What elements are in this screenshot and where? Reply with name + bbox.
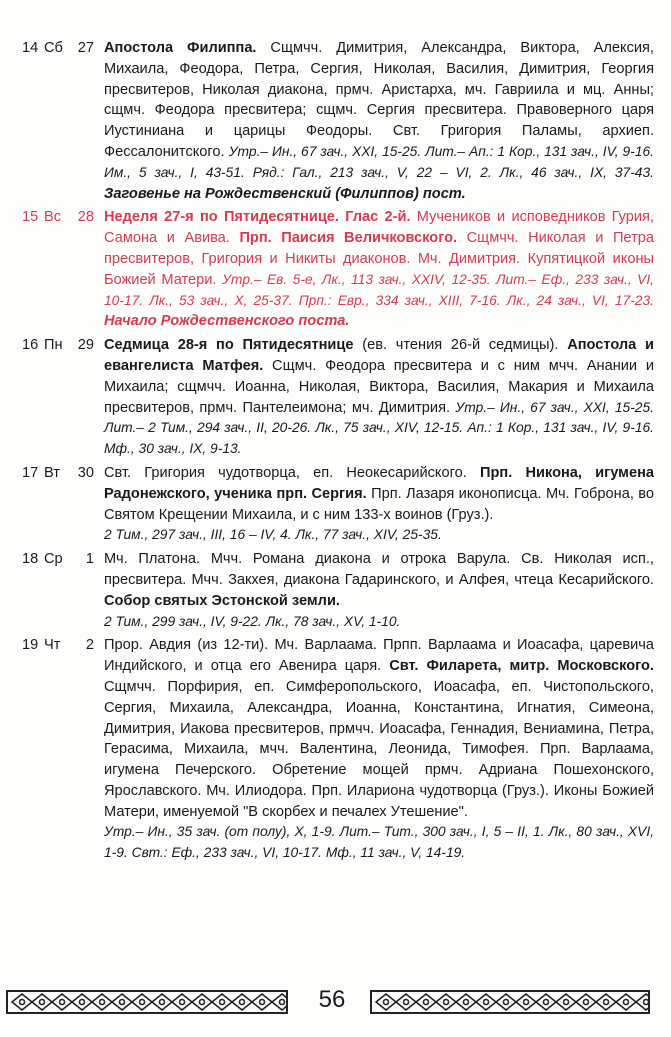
ornament-border-left (6, 990, 288, 1014)
entry-text (104, 335, 654, 460)
commemoration-text: Свт. Григория чудотворца, еп. Неокесарийского. (104, 464, 480, 481)
calendar-entry (22, 207, 654, 332)
weekday: Вс (44, 209, 62, 226)
old-style-day: 27 (77, 40, 94, 56)
feast-highlight: Заговенье на Рождественский (Филиппов) пост. (104, 185, 466, 202)
calendar-entry (22, 335, 654, 460)
day-number: 18 (22, 551, 39, 568)
commemoration-text: Сщмч. Феодора пресвитера и с ним мчч. Анании и Михаила; сщмчч. Иоанна, Николая, Виктора, Василия, Макария и Михаила пресвитеров, прмч. Пантелеимона; мч. Димитрия. (104, 357, 654, 416)
commemoration-text: Прп. Лазаря иконописца. Мч. Гоброна, во Святом Крещении Михаила, и с ним 133-х воинов (Груз.). (104, 485, 654, 523)
entry-text (104, 635, 654, 864)
weekday: Сб (44, 40, 63, 56)
scripture-readings: 2 Тим., 297 зач., III, 16 – IV, 4. Лк., 77 зач., XIV, 25-35. (104, 527, 442, 543)
weekday: Вт (44, 464, 60, 481)
feast-highlight: Свт. Филарета, митр. Московского. (389, 658, 654, 675)
feast-highlight: Прп. Никона, игумена Радонежского, ученика прп. Сергия. (104, 464, 654, 502)
feast-highlight: Собор святых Эстонской земли. (104, 592, 340, 609)
commemoration-text: Сщмчч. Порфирия, еп. Симферопольского, Иоасафа, еп. Чистопольского, Сергия, Михаила, Александра, Иоанна, Константина, Игнатия, Симеона, Димитрия, Иакова пресвитеров, прмчч. Иоасафа, Геннадия, Вениамина, Петра, Герасима, Михаила, мчч. Валентина, Леонида, Тимофея. Прп. Варлаама, игумена Печерского. Обретение мощей прмч. Адриана Пошехонского, Ярославского. Мч. Илиодора. Прп. Илариона чудотворца (Груз.). Иконы Божией Матери, именуемой "В скорбех и печалех Утешение". (104, 678, 654, 820)
weekday: Чт (44, 637, 61, 654)
entry-date (22, 635, 104, 864)
feast-highlight: Прп. Паисия Величковского. (239, 230, 458, 247)
feast-highlight: Седмица 28-я по Пятидесятнице (104, 337, 354, 354)
scripture-readings: 2 Тим., 299 зач., IV, 9-22. Лк., 78 зач., XV, 1-10. (104, 613, 401, 629)
feast-highlight: Апостола Филиппа. (104, 40, 257, 56)
feast-highlight: Апостола и евангелиста Матфея. (104, 337, 654, 374)
entry-date (22, 38, 104, 204)
weekday: Ср (44, 551, 63, 568)
entry-text (104, 463, 654, 546)
day-number: 14 (22, 40, 39, 56)
calendar-entry (22, 38, 654, 204)
scripture-readings: Утр.– Ев. 5-е, Лк., 113 зач., XXIV, 12-35. Лит.– Еф., 233 зач., VI, 10-17. Лк., 53 зач., X, 25-37. Прп.: Евр., 334 зач., XIII, 7-16. Лк., 24 зач., VI, 17-23. (104, 271, 654, 308)
old-style-day: 28 (77, 209, 94, 226)
old-style-day: 30 (77, 464, 94, 481)
commemoration-text: Мучеников и исповедников Гурия, Самона и Авива. (104, 209, 654, 247)
feast-highlight: Начало Рождественского поста. (104, 313, 350, 330)
commemoration-text: (ев. чтения 26-й седмицы). (353, 337, 568, 354)
entry-date (22, 463, 104, 546)
entry-text (104, 549, 654, 632)
scripture-readings: Утр.– Ин., 67 зач., XXI, 15-25. Лит.– Ап.: 1 Кор., 131 зач., IV, 9-16. Им., 5 зач., I, 43-51. Ряд.: Гал., 213 зач., V, 22 – VI, 2. Лк., 46 зач., IX, 37-43. (104, 143, 654, 180)
commemoration-text: Мч. Платона. Мчч. Романа диакона и отрока Варула. Св. Николая исп., пресвитера. Мчч. Закхея, диакона Гадаринского, и Алфея, чтеца Кесарийского. (104, 551, 654, 588)
entry-text (104, 207, 654, 332)
entry-text (104, 38, 654, 204)
commemoration-text: Сщмчч. Николая и Петра пресвитеров, Григория и Никиты диаконов. Мч. Димитрия. Купятицкой иконы Божией Матери. (104, 230, 654, 288)
scripture-readings: Утр.– Ин., 67 зач., XXI, 15-25. Лит.– 2 Тим., 294 зач., II, 20-26. Лк., 75 зач., XIV, 12-15. Ап.: 1 Кор., 131 зач., IV, 9-16. Мф., 30 зач., IX, 9-13. (104, 399, 654, 457)
day-number: 19 (22, 637, 39, 654)
ornament-border-right (370, 990, 650, 1014)
entry-date (22, 549, 104, 632)
entry-date (22, 207, 104, 332)
feast-highlight: Неделя 27-я по Пятидесятнице. Глас 2-й. (104, 209, 411, 226)
calendar-entry (22, 549, 654, 632)
page-number: 56 (318, 986, 346, 1013)
day-number: 15 (22, 209, 39, 226)
calendar-page (22, 38, 654, 867)
day-number: 16 (22, 337, 39, 354)
calendar-entry (22, 635, 654, 864)
entry-date (22, 335, 104, 460)
commemoration-text: Сщмчч. Димитрия, Александра, Виктора, Алексия, Михаила, Феодора, Петра, Сергия, Николая, Василия, Димитрия, Георгия пресвитеров, Николая диакона, прмч. Аристарха, мч. Гавриила и мц. Анны; сщмч. Феодора пресвитера; сщмч. Сергия пресвитера. Правоверного царя Иустиниана и царицы Феодоры. Свт. Григория Паламы, архиеп. Фессалонитского. (104, 40, 654, 160)
page-footer (0, 982, 671, 1022)
day-number: 17 (22, 464, 39, 481)
scripture-readings: Утр.– Ин., 35 зач. (от полу), X, 1-9. Лит.– Тит., 300 зач., I, 5 – II, 1. Лк., 80 зач., XVI, 1-9. Свт.: Еф., 233 зач., VI, 10-17. Мф., 11 зач., V, 14-19. (104, 824, 654, 861)
weekday: Пн (44, 337, 63, 354)
commemoration-text: Прор. Авдия (из 12-ти). Мч. Варлаама. Прпп. Варлаама и Иоасафа, царевича Индийского, и отца его Авенира царя. (104, 637, 654, 675)
old-style-day: 29 (77, 337, 94, 354)
old-style-day: 1 (85, 551, 94, 568)
calendar-entry (22, 463, 654, 546)
old-style-day: 2 (85, 637, 94, 654)
